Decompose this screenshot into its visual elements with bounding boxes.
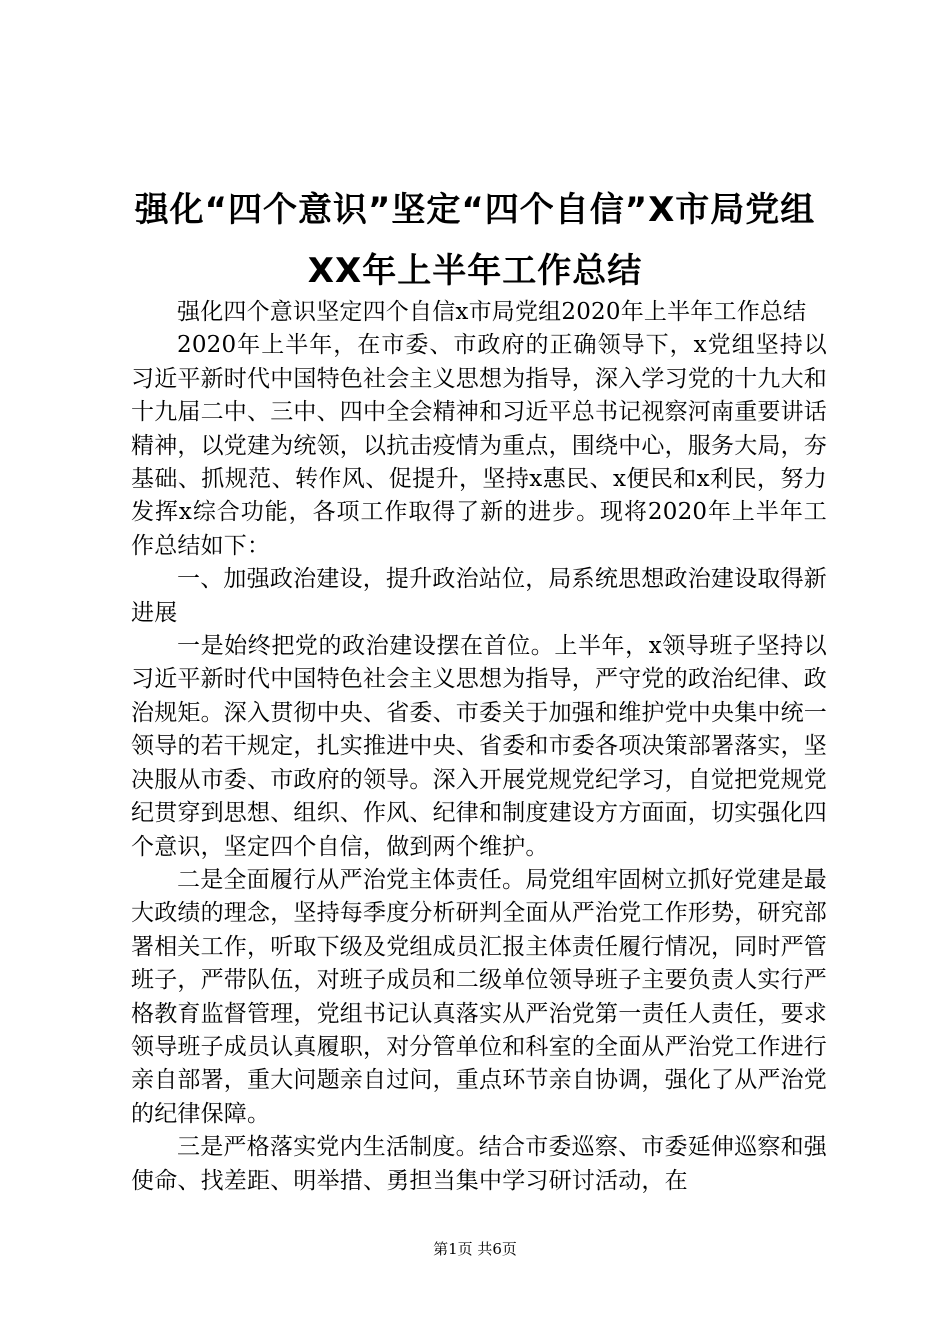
paragraph-intro: 2020年上半年，在市委、市政府的正确领导下，x党组坚持以习近平新时代中国特色社会主义思想为指导，深入学习党的十九大和十九届二中、三中、四中全会精神和习近平总书记视察河南重要讲话精神，以党建为统领，以抗击疫情为重点，围绕中心，服务大局，夯基础、抓规范、转作风、促提升，坚持x惠民、x便民和x利民，努力发挥x综合功能，各项工作取得了新的进步。现将2020年上半年工作总结如下： [131,332,827,559]
document-title: 强化“四个意识”坚定“四个自信”X市局党组XX年上半年工作总结 [134,190,816,291]
page-number-footer: 第1页 共6页 [433,1240,517,1258]
section-heading-1: 一、加强政治建设，提升政治站位，局系统思想政治建设取得新进展 [131,566,827,626]
document-body [131,296,827,1198]
paragraph-point-3: 三是严格落实党内生活制度。结合市委巡察、市委延伸巡察和强使命、找差距、明举措、勇担当集中学习研讨活动，在 [131,1134,827,1194]
paragraph-point-2: 二是全面履行从严治党主体责任。局党组牢固树立抓好党建是最大政绩的理念，坚持每季度分析研判全面从严治党工作形势，研究部署相关工作，听取下级及党组成员汇报主体责任履行情况，同时严管班子，严带队伍，对班子成员和二级单位领导班子主要负责人实行严格教育监督管理，党组书记认真落实从严治党第一责任人责任，要求领导班子成员认真履职，对分管单位和科室的全面从严治党工作进行亲自部署，重大问题亲自过问，重点环节亲自协调，强化了从严治党的纪律保障。 [131,866,827,1127]
paragraph-subtitle: 强化四个意识坚定四个自信x市局党组2020年上半年工作总结 [177,299,807,325]
paragraph-point-1: 一是始终把党的政治建设摆在首位。上半年，x领导班子坚持以习近平新时代中国特色社会主义思想为指导，严守党的政治纪律、政治规矩。深入贯彻中央、省委、市委关于加强和维护党中央集中统一领导的若干规定，扎实推进中央、省委和市委各项决策部署落实，坚决服从市委、市政府的领导。深入开展党规党纪学习，自觉把党规党纪贯穿到思想、组织、作风、纪律和制度建设方方面面，切实强化四个意识，坚定四个自信，做到两个维护。 [131,633,827,860]
